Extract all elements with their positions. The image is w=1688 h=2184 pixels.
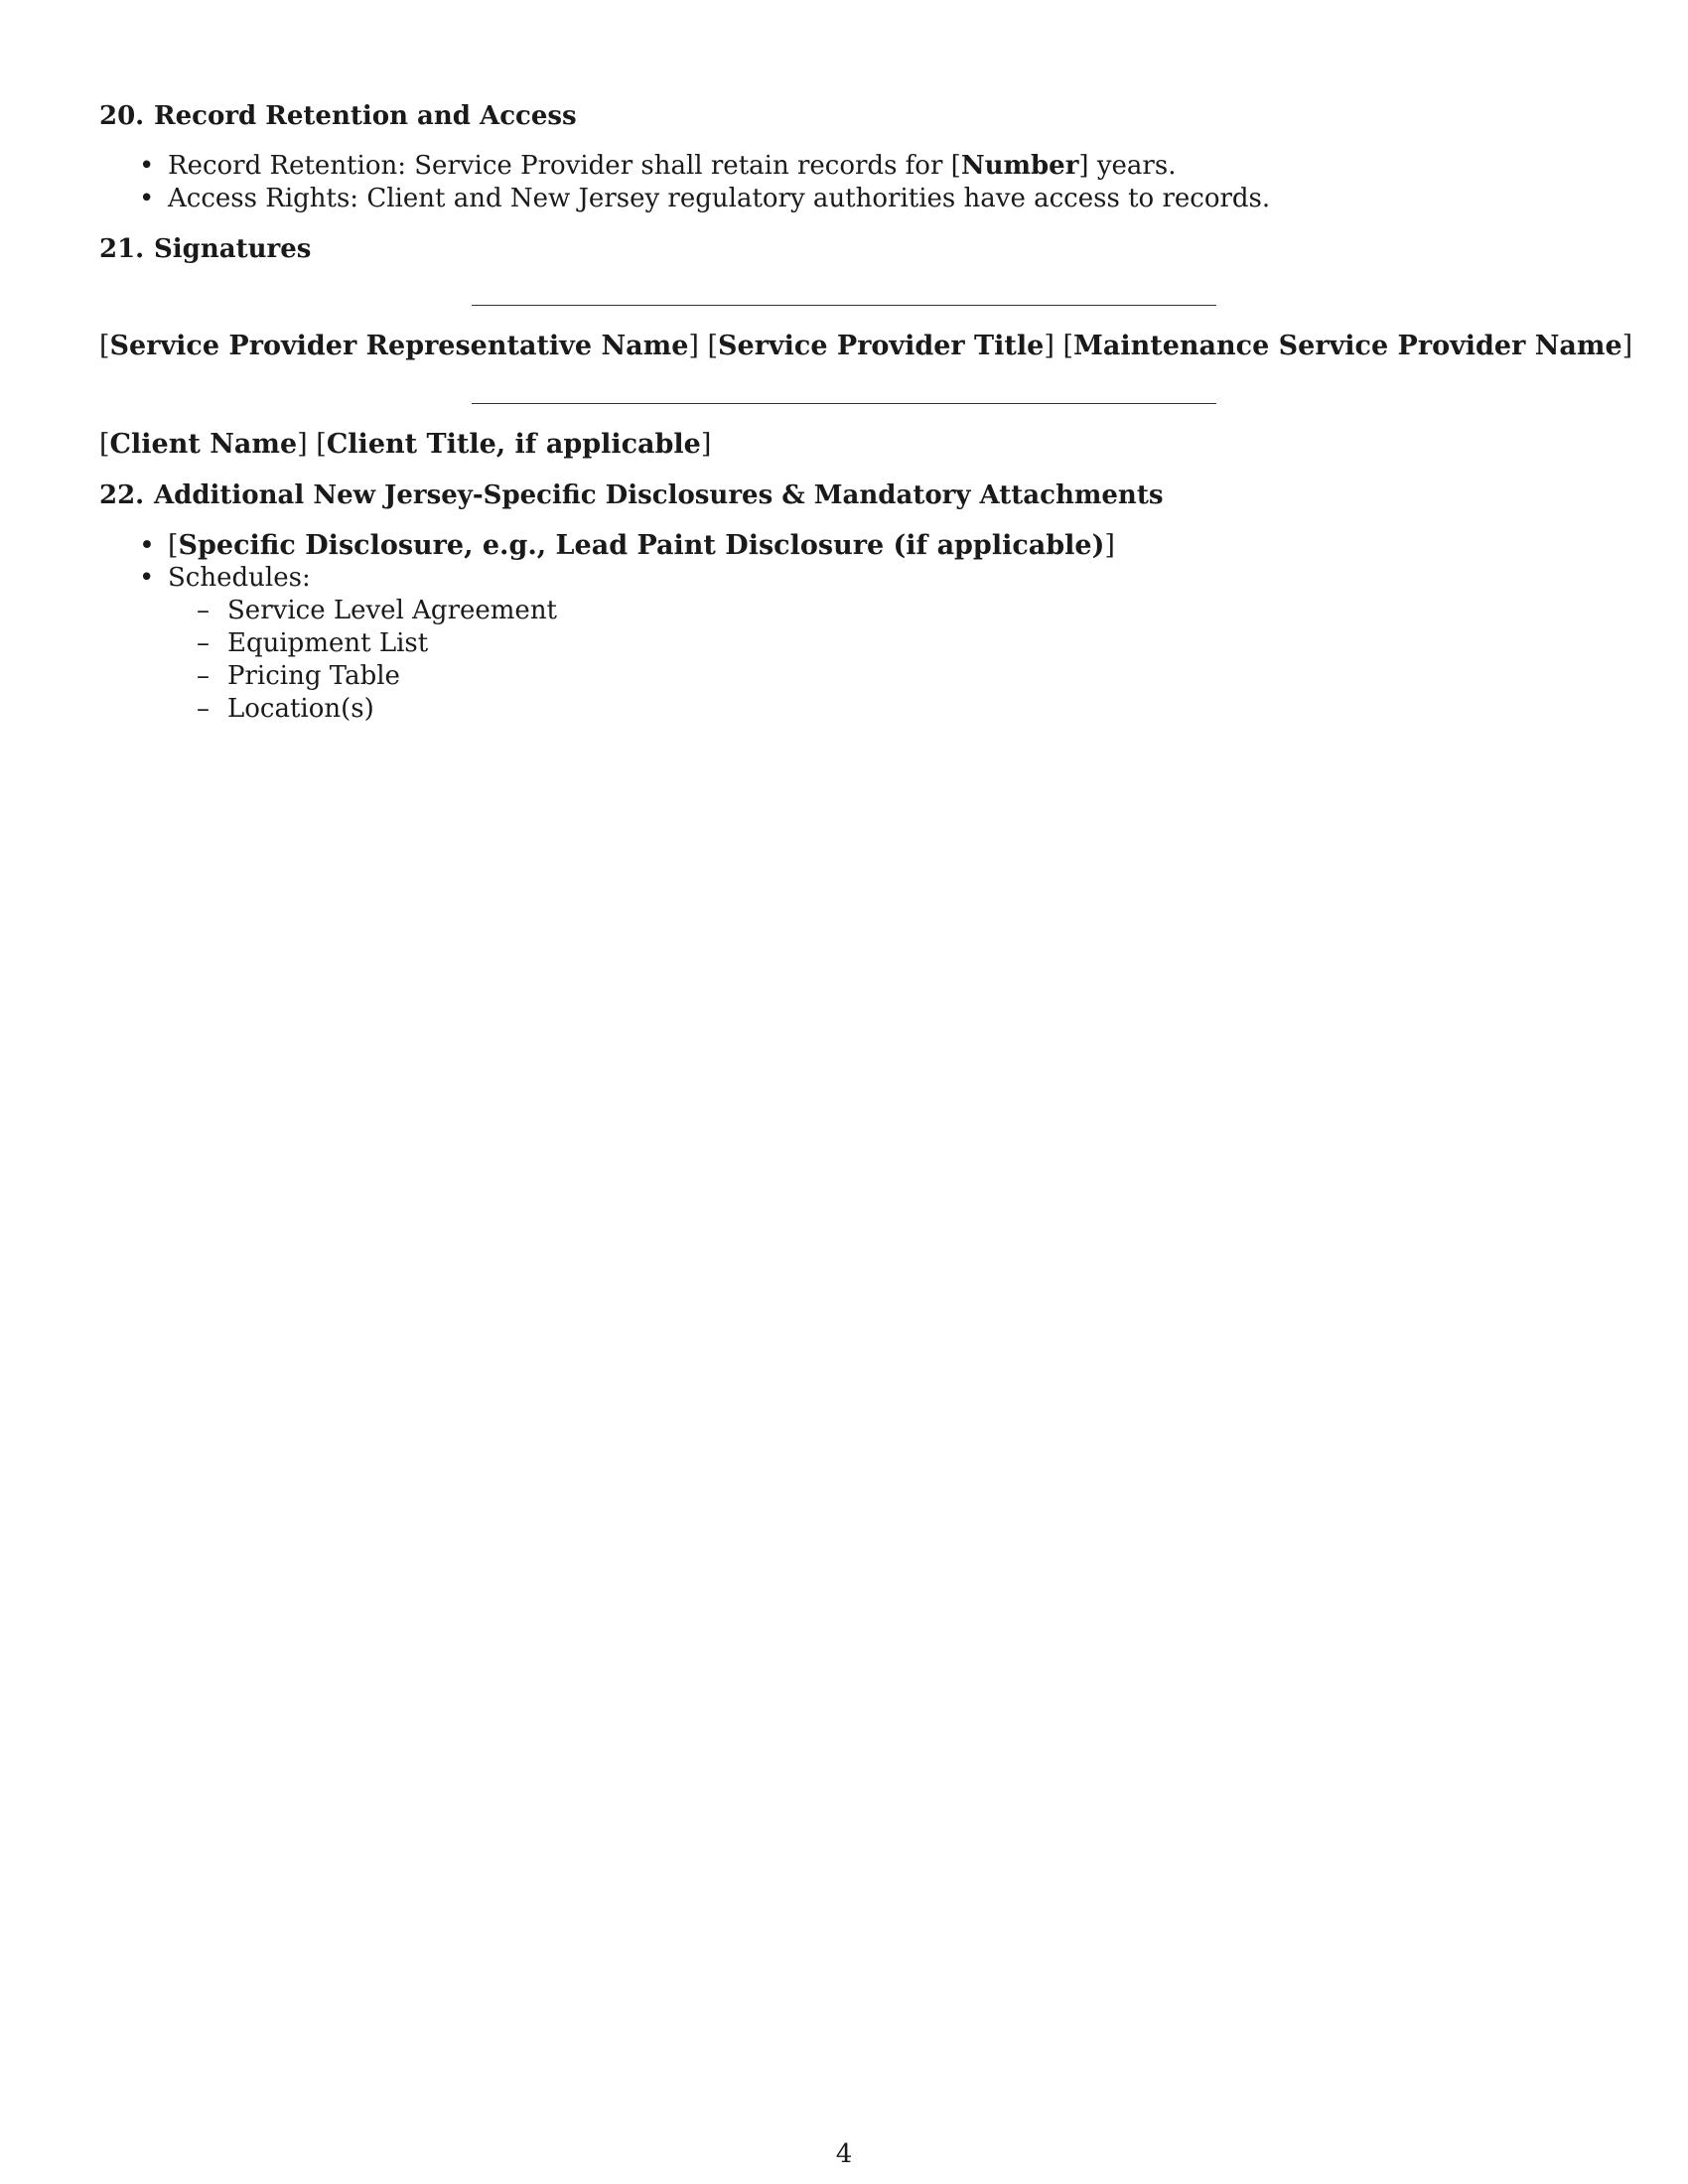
schedule-item: – Equipment List (197, 627, 1115, 660)
list-item: • [Specific Disclosure, e.g., Lead Paint Disclosure (if applicable)] (139, 529, 1115, 562)
list-item: • Record Retention: Service Provider shall retain records for [Number] years. (139, 150, 1270, 183)
provider-signature-line (472, 305, 1216, 306)
section-21-title: Signatures (154, 234, 312, 264)
client-signature-block: [Client Name] [Client Title, if applicable] (99, 429, 712, 460)
schedule-item: – Service Level Agreement (197, 595, 1115, 627)
number-placeholder: Number (960, 151, 1079, 181)
page-number: 4 (835, 2139, 853, 2169)
record-retention-suffix: years. (1088, 151, 1177, 181)
section-21-number: 21. (99, 234, 145, 264)
schedule-item: – Pricing Table (197, 660, 1115, 693)
section-22-list (139, 529, 1115, 726)
specific-disclosure: Specific Disclosure, e.g., Lead Paint Disclosure (if applicable) (178, 530, 1105, 561)
client-title: Client Title, if applicable (326, 429, 701, 460)
section-20-number: 20. (99, 101, 145, 131)
provider-rep-name: Service Provider Representative Name (109, 331, 689, 361)
schedule-item: – Location(s) (197, 693, 1115, 726)
section-22-title: Additional New Jersey-Specific Disclosures & Mandatory Attachments (154, 480, 1164, 510)
section-20-heading (99, 99, 577, 133)
provider-company-name: Maintenance Service Provider Name (1072, 331, 1622, 361)
provider-signature-block: [Service Provider Representative Name] [Service Provider Title] [Maintenance Service Provider Name] (99, 331, 1633, 361)
list-item (139, 562, 1115, 726)
section-20-title: Record Retention and Access (154, 101, 577, 131)
section-21-heading (99, 232, 311, 266)
section-22-heading (99, 478, 1163, 512)
section-20-list (139, 150, 1270, 215)
section-22-number: 22. (99, 480, 145, 510)
record-retention-text: Record Retention: Service Provider shall retain records for (168, 151, 951, 181)
provider-title: Service Provider Title (718, 331, 1045, 361)
client-signature-line (472, 403, 1216, 404)
schedules-label: Schedules: (168, 563, 311, 593)
schedules-list (168, 595, 1115, 726)
client-name: Client Name (109, 429, 298, 460)
access-rights-text: Access Rights: Client and New Jersey regulatory authorities have access to records. (168, 184, 1271, 213)
list-item (139, 183, 1270, 215)
